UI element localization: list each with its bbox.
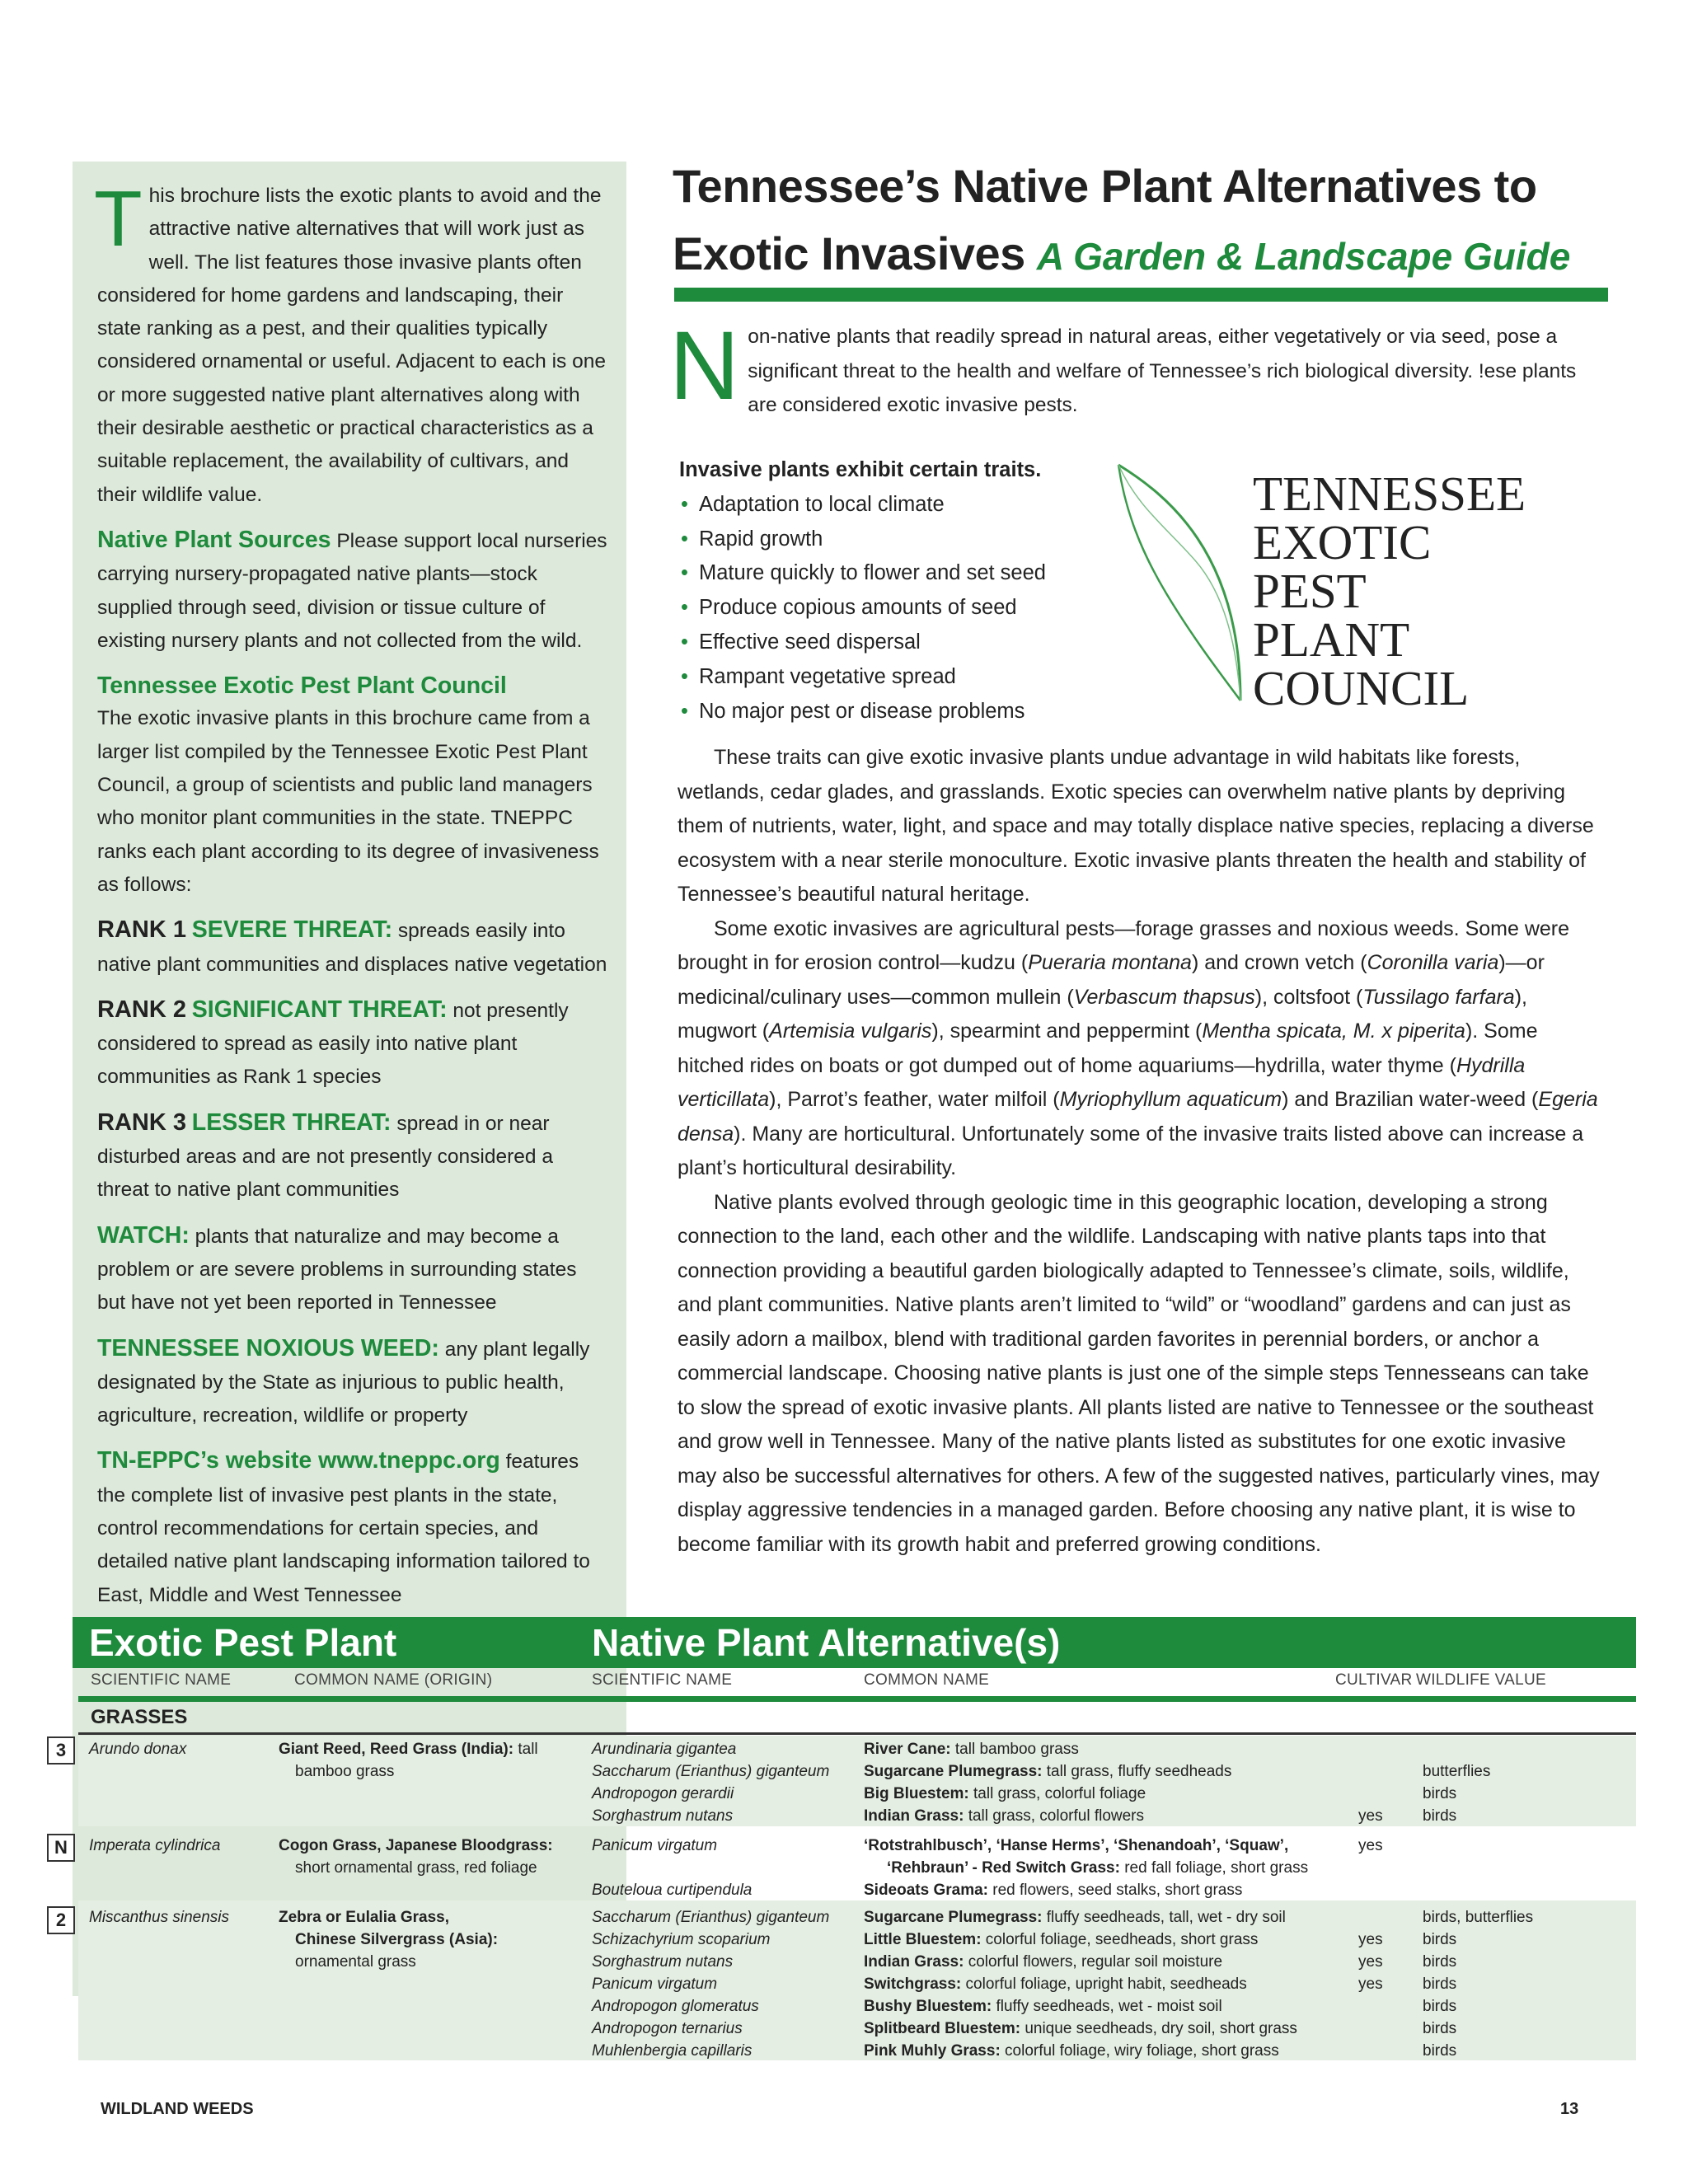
logo-text: TENNESSEE EXOTIC PEST PLANT COUNCIL: [1253, 466, 1526, 715]
table-cell: bamboo grass: [295, 1763, 395, 1780]
section-grasses: GRASSES: [91, 1706, 188, 1728]
table-cell: Andropogon gerardii: [592, 1785, 734, 1802]
native-sources: Native Plant Sources Please support local nurseries carrying nursery-propagated native plants—stock supplied through seed, division or tissue culture of existing nursery plants and not collected from the wild.: [97, 526, 607, 652]
table-cell: yes: [1358, 1953, 1383, 1971]
table-cell: Imperata cylindrica: [89, 1837, 221, 1854]
col-header-common: COMMON NAME: [864, 1671, 990, 1689]
body-paragraph-2: Some exotic invasives are agricultural pests—forage grasses and noxious weeds. Some were brought in for erosion control—kudzu (Pueraria montana) and crown vetch (Coronilla varia)—or medicinal/culinary uses—common mullein (Verbascum thapsus), coltsfoot (Tussilago farfara), mugwort (Artemisia vulgaris), spearmint and peppermint (Mentha spicata, M. x piperita). Some hitched rides on boats or got dumped out of home aquariums—hydrilla, water thyme (Hydrilla verticillata), Parrot’s feather, water milfoil (Myriophyllum aquaticum) and Brazilian water-weed (Egeria densa). Many are horticultural. Unfortunately some of the invasive traits listed above can increase a plant’s horticultural desirability.: [678, 916, 1598, 1179]
table-cell: yes: [1358, 1931, 1383, 1948]
table-cell: ornamental grass: [295, 1953, 416, 1971]
website-link[interactable]: TN-EPPC’s website www.tneppc.org: [97, 1447, 500, 1474]
table-cell: River Cane: tall bamboo grass: [864, 1741, 1079, 1758]
noxious-weed: TENNESSEE NOXIOUS WEED: any plant legally designated by the State as injurious to public health, agriculture, recreation, wildlife or property: [97, 1334, 590, 1427]
table-cell: birds, butterflies: [1423, 1909, 1534, 1926]
header-rule: [78, 1696, 1636, 1702]
rank-3: RANK 3 LESSER THREAT: spread in or near disturbed areas and are not presently considered a threat to native plant communities: [97, 1108, 553, 1202]
table-cell: Andropogon glomeratus: [592, 1998, 759, 2015]
native-sources-heading: Native Plant Sources: [97, 526, 331, 553]
list-item: • Mature quickly to flower and set seed: [679, 556, 1108, 591]
rank-1: RANK 1 SEVERE THREAT: spreads easily into native plant communities and displaces native vegetation: [97, 916, 607, 976]
table-cell: Cogon Grass, Japanese Bloodgrass:: [279, 1837, 553, 1854]
table-cell: Arundo donax: [89, 1741, 187, 1758]
table-cell: birds: [1423, 1785, 1457, 1802]
list-item: • Adaptation to local climate: [679, 488, 1108, 523]
sidebar-intro: This brochure lists the exotic plants to avoid and the attractive native alternatives that will work just as well. The list features those invasive plants often considered for home gardens and landscaping, their state ranking as a pest, and their qualities typically considered ornamental or useful. Adjacent to each is one or more suggested native plant alternatives along with their desirable aesthetic or practical characteristics as a suitable replacement, the availability of cultivars, and their wildlife value.: [94, 175, 606, 506]
council-heading: Tennessee Exotic Pest Plant Council: [97, 673, 507, 700]
list-item: • No major pest or disease problems: [679, 695, 1108, 729]
table-cell: Panicum virgatum: [592, 1837, 718, 1854]
council-text: The exotic invasive plants in this brochure came from a larger list compiled by the Tennessee Exotic Pest Plant Council, a group of scientists and public land managers who monitor plant communities in the state. TNEPPC ranks each plant according to its degree of invasiveness as follows:: [97, 707, 599, 896]
list-item: • Effective seed dispersal: [679, 626, 1108, 660]
table-cell: Saccharum (Erianthus) giganteum: [592, 1909, 830, 1926]
table-cell: birds: [1423, 1998, 1457, 2015]
table-cell: Andropogon ternarius: [592, 2020, 743, 2037]
col-header-cultivar: CULTIVAR: [1335, 1671, 1413, 1689]
table-cell: Muhlenbergia capillaris: [592, 2042, 753, 2060]
table-cell: short ornamental grass, red foliage: [295, 1859, 537, 1877]
rank-badge: 3: [47, 1736, 75, 1765]
col-header-wildlife: WILDLIFE VALUE: [1416, 1671, 1546, 1689]
table-cell: Schizachyrium scoparium: [592, 1931, 771, 1948]
table-cell: birds: [1423, 1807, 1457, 1825]
table-cell: Big Bluestem: tall grass, colorful foliage: [864, 1785, 1146, 1802]
table-cell: butterflies: [1423, 1763, 1491, 1780]
intro-dropcap-n: N: [669, 312, 740, 420]
list-item: • Produce copious amounts of seed: [679, 591, 1108, 626]
website: TN-EPPC’s website www.tneppc.org features the complete list of invasive pest plants in the state, control recommendations for certain species, and detailed native plant landscaping information tailored to East, Middle and West Tennessee: [97, 1447, 590, 1606]
intro-paragraph: Non-native plants that readily spread in natural areas, either vegetatively or via seed, pose a significant threat to the health and welfare of Tennessee’s rich biological diversity. !ese plants are considered exotic invasive pests.: [669, 312, 1577, 420]
table-cell: Bushy Bluestem: fluffy seedheads, wet - moist soil: [864, 1998, 1222, 2015]
table-cell: Little Bluestem: colorful foliage, seedheads, short grass: [864, 1931, 1259, 1948]
table-cell: birds: [1423, 1931, 1457, 1948]
table-cell: Miscanthus sinensis: [89, 1909, 230, 1926]
col-header-sci-native: SCIENTIFIC NAME: [592, 1671, 733, 1689]
rank-2: RANK 2 SIGNIFICANT THREAT: not presently considered to spread as easily into native plant communities as Rank 1 species: [97, 996, 569, 1089]
native-header: Native Plant Alternative(s): [575, 1617, 1636, 1668]
table-cell: ‘Rehbraun’ - Red Switch Grass: red fall foliage, short grass: [887, 1859, 1309, 1877]
table-cell: yes: [1358, 1975, 1383, 1993]
table-cell: Sugarcane Plumegrass: fluffy seedheads, tall, wet - dry soil: [864, 1909, 1286, 1926]
table-cell: yes: [1358, 1837, 1383, 1854]
page-subtitle: A Garden & Landscape Guide: [1036, 235, 1571, 278]
table-cell: birds: [1423, 2020, 1457, 2037]
intro-dropcap: T: [94, 175, 143, 263]
list-item: • Rapid growth: [679, 523, 1108, 557]
watch: WATCH: plants that naturalize and may become a problem or are severe problems in surrounding states but have not yet been reported in Tennessee: [97, 1221, 577, 1315]
body-paragraph-1: These traits can give exotic invasive plants undue advantage in wild habitats like forests, wetlands, cedar glades, and grasslands. Exotic species can overwhelm native plants by depriving them of nutrients, water, light, and space and may totally displace native species, replacing a diverse ecosystem with a near sterile monoculture. Exotic invasive plants threaten the health and stability of Tennessee’s beautiful natural heritage.: [678, 746, 1594, 906]
table-cell: ‘Rotstrahlbusch’, ‘Hanse Herms’, ‘Shenandoah’, ‘Squaw’,: [864, 1837, 1289, 1854]
col-header-common-origin: COMMON NAME (ORIGIN): [294, 1671, 493, 1689]
page-number: 13: [1560, 2100, 1579, 2118]
table-cell: Chinese Silvergrass (Asia):: [295, 1931, 499, 1948]
section-rule: [78, 1732, 1636, 1735]
traits-heading: Invasive plants exhibit certain traits.: [679, 458, 1042, 481]
table-cell: Pink Muhly Grass: colorful foliage, wiry foliage, short grass: [864, 2042, 1279, 2060]
table-cell: Indian Grass: tall grass, colorful flowers: [864, 1807, 1144, 1825]
table-cell: Giant Reed, Reed Grass (India): tall: [279, 1741, 538, 1758]
table-cell: Saccharum (Erianthus) giganteum: [592, 1763, 830, 1780]
page-title-line2: Exotic Invasives A Garden & Landscape Guide: [673, 227, 1571, 279]
page-title-line1: Tennessee’s Native Plant Alternatives to: [673, 160, 1537, 212]
table-cell: Panicum virgatum: [592, 1975, 718, 1993]
rank-badge: N: [47, 1834, 75, 1862]
table-cell: Sorghastrum nutans: [592, 1807, 734, 1825]
table-cell: Zebra or Eulalia Grass,: [279, 1909, 449, 1926]
body-paragraph-3: Native plants evolved through geologic time in this geographic location, developing a strong connection to the land, each other and the wildlife. Landscaping with native plants taps into that connection providing a beautiful garden biologically adapted to Tennessee’s climate, soils, wildlife, and plant communities. Native plants aren’t limited to “wild” or “woodland” gardens and can just as easily adorn a mailbox, blend with traditional garden favorites in perennial borders, or anchor a commercial landscape. Choosing native plants is just one of the simple steps Tennesseans can take to slow the spread of exotic invasive plants. All plants listed are native to Tennessee or the southeast and grow well in Tennessee. Many of the native plants listed as substitutes for one exotic invasive may also be successful alternatives for others. A few of the suggested natives, particularly vines, may display aggressive tendencies in a managed garden. Before choosing any native plant, it is wise to become familiar with its growth habit and preferred growing conditions.: [678, 1190, 1600, 1556]
table-cell: Sideoats Grama: red flowers, seed stalks, short grass: [864, 1882, 1243, 1899]
exotic-header: Exotic Pest Plant: [73, 1617, 585, 1668]
list-item: • Rampant vegetative spread: [679, 660, 1108, 695]
table-cell: yes: [1358, 1807, 1383, 1825]
table-cell: Arundinaria gigantea: [592, 1741, 737, 1758]
table-cell: Bouteloua curtipendula: [592, 1882, 753, 1899]
table-cell: Indian Grass: colorful flowers, regular soil moisture: [864, 1953, 1223, 1971]
table-cell: Switchgrass: colorful foliage, upright habit, seedheads: [864, 1975, 1247, 1993]
table-cell: birds: [1423, 2042, 1457, 2060]
col-header-sci: SCIENTIFIC NAME: [91, 1671, 232, 1689]
rank-badge: 2: [47, 1906, 75, 1934]
table-cell: Sorghastrum nutans: [592, 1953, 734, 1971]
table-cell: Sugarcane Plumegrass: tall grass, fluffy seedheads: [864, 1763, 1232, 1780]
table-cell: birds: [1423, 1953, 1457, 1971]
table-cell: birds: [1423, 1975, 1457, 1993]
footer-publication: WILDLAND WEEDS: [101, 2100, 254, 2118]
table-cell: Splitbeard Bluestem: unique seedheads, dry soil, short grass: [864, 2020, 1297, 2037]
